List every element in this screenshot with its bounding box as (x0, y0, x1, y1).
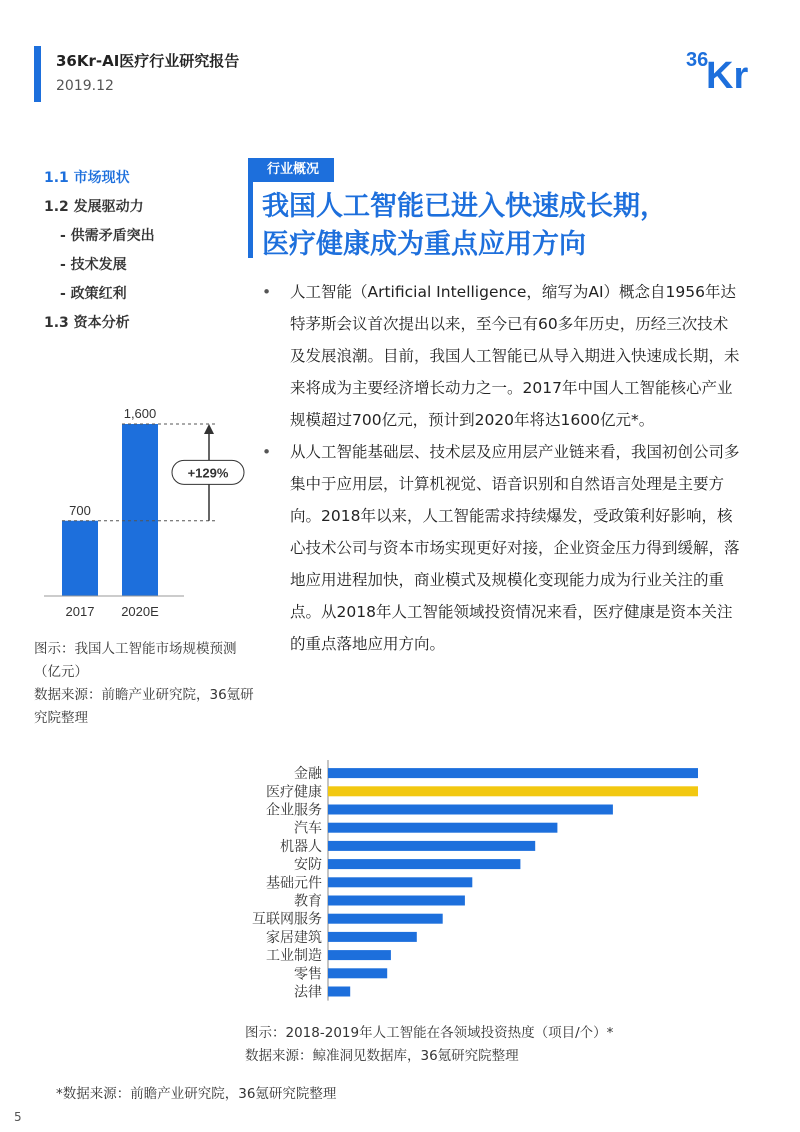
category-label: 法律 (294, 984, 322, 1001)
svg-text:36: 36 (686, 49, 709, 71)
category-label: 基础元件 (266, 875, 322, 892)
paragraph-text: 从人工智能基础层、技术层及应用层产业链来看，我国初创公司多集中于应用层，计算机视觉、语音识别和自然语言处理是主要方向。2018年以来，人工智能需求持续爆发，受政策利好影响，核心技术公司与资本市场实现更好对接，企业资金压力得到缓解，落地应用进程加快，商业模式及规模化变现能力成为行业关注的重点。从2018年人工智能领域投资情况来看，医疗健康是资本关注的重点落地应用方向。 (290, 443, 740, 653)
paragraph-text: 人工智能（Artificial Intelligence，缩写为AI）概念自1956年达特茅斯会议首次提出以来，至今已有60多年历史，历经三次技术及发展浪潮。目前，我国人工智能已从导入期进入快速成长期，未来将成为主要经济增长动力之一。2017年中国人工智能核心产业规模超过700亿元，预计到2020年将达1600亿元*。 (290, 283, 740, 429)
nav-item-drivers[interactable]: 1.2 发展驱动力 (44, 199, 144, 215)
chart-source: 数据来源：鲸准洞见数据库，36氪研究院整理 (245, 1048, 519, 1064)
paragraph (262, 276, 740, 436)
bar-家居建筑 (328, 932, 417, 942)
bar-互联网服务 (328, 914, 443, 924)
bar-金融 (328, 768, 698, 778)
section-nav (44, 164, 155, 338)
category-label: 金融 (294, 766, 322, 783)
nav-item-capital[interactable]: 1.3 资本分析 (44, 315, 130, 331)
report-date: 2019.12 (56, 78, 114, 94)
category-label: 工业制造 (266, 948, 322, 965)
36kr-logo (684, 42, 770, 94)
header-accent-bar (34, 46, 41, 102)
bar-企业服务 (328, 805, 613, 815)
bar-零售 (328, 968, 387, 978)
page-headline (262, 188, 782, 264)
bar-value-label: 1,600 (123, 406, 157, 421)
bar-2017 (62, 521, 98, 596)
category-label: 汽车 (294, 820, 322, 837)
category-label: 医疗健康 (266, 784, 322, 801)
headline-line-1: 我国人工智能已进入快速成长期， (262, 191, 667, 222)
nav-item-market-status[interactable]: 1.1 市场现状 (44, 170, 130, 186)
bar-基础元件 (328, 877, 472, 887)
category-label: 零售 (294, 966, 322, 983)
chart-source: 数据来源：前瞻产业研究院，36氪研究院整理 (34, 687, 254, 726)
arrow-head-icon (204, 424, 214, 434)
footnote: *数据来源：前瞻产业研究院，36氪研究院整理 (56, 1086, 337, 1102)
bar-2020E (122, 424, 158, 596)
investment-chart-caption (245, 1022, 613, 1068)
bar-医疗健康 (328, 786, 698, 796)
category-label: 机器人 (280, 838, 322, 855)
headline-line-2: 医疗健康成为重点应用方向 (262, 229, 586, 260)
bar-安防 (328, 859, 520, 869)
svg-text:Kr: Kr (706, 55, 749, 94)
bar-汽车 (328, 823, 557, 833)
market-chart-caption (34, 638, 254, 730)
chart-title: 图示：我国人工智能市场规模预测（亿元） (34, 641, 237, 680)
chart-title: 图示：2018-2019年人工智能在各领域投资热度（项目/个）* (245, 1025, 614, 1041)
bar-教育 (328, 896, 465, 906)
paragraph (262, 436, 740, 660)
bullet-icon: • (262, 283, 272, 301)
category-label: 互联网服务 (252, 911, 322, 928)
body-text (262, 276, 740, 660)
bar-法律 (328, 987, 350, 997)
bar-机器人 (328, 841, 535, 851)
bar-value-label: 700 (69, 502, 91, 518)
x-tick-label: 2020E (121, 604, 159, 619)
page-number: 5 (14, 1110, 22, 1124)
category-label: 教育 (294, 893, 322, 910)
nav-item-tech[interactable]: - 技术发展 (60, 257, 127, 273)
category-label: 企业服务 (266, 802, 322, 819)
nav-item-supply-demand[interactable]: - 供需矛盾突出 (60, 228, 155, 244)
category-label: 家居建筑 (266, 929, 322, 946)
investment-heat-chart (240, 760, 760, 1010)
x-tick-label: 2017 (65, 604, 95, 619)
bar-工业制造 (328, 950, 391, 960)
bullet-icon: • (262, 443, 272, 461)
category-label: 安防 (294, 857, 322, 874)
growth-label: +129% (187, 465, 229, 481)
nav-item-policy[interactable]: - 政策红利 (60, 286, 127, 302)
report-title: 36Kr-AI医疗行业研究报告 (56, 52, 240, 70)
market-size-chart (34, 396, 254, 626)
section-tag: 行业概况 (252, 158, 334, 182)
